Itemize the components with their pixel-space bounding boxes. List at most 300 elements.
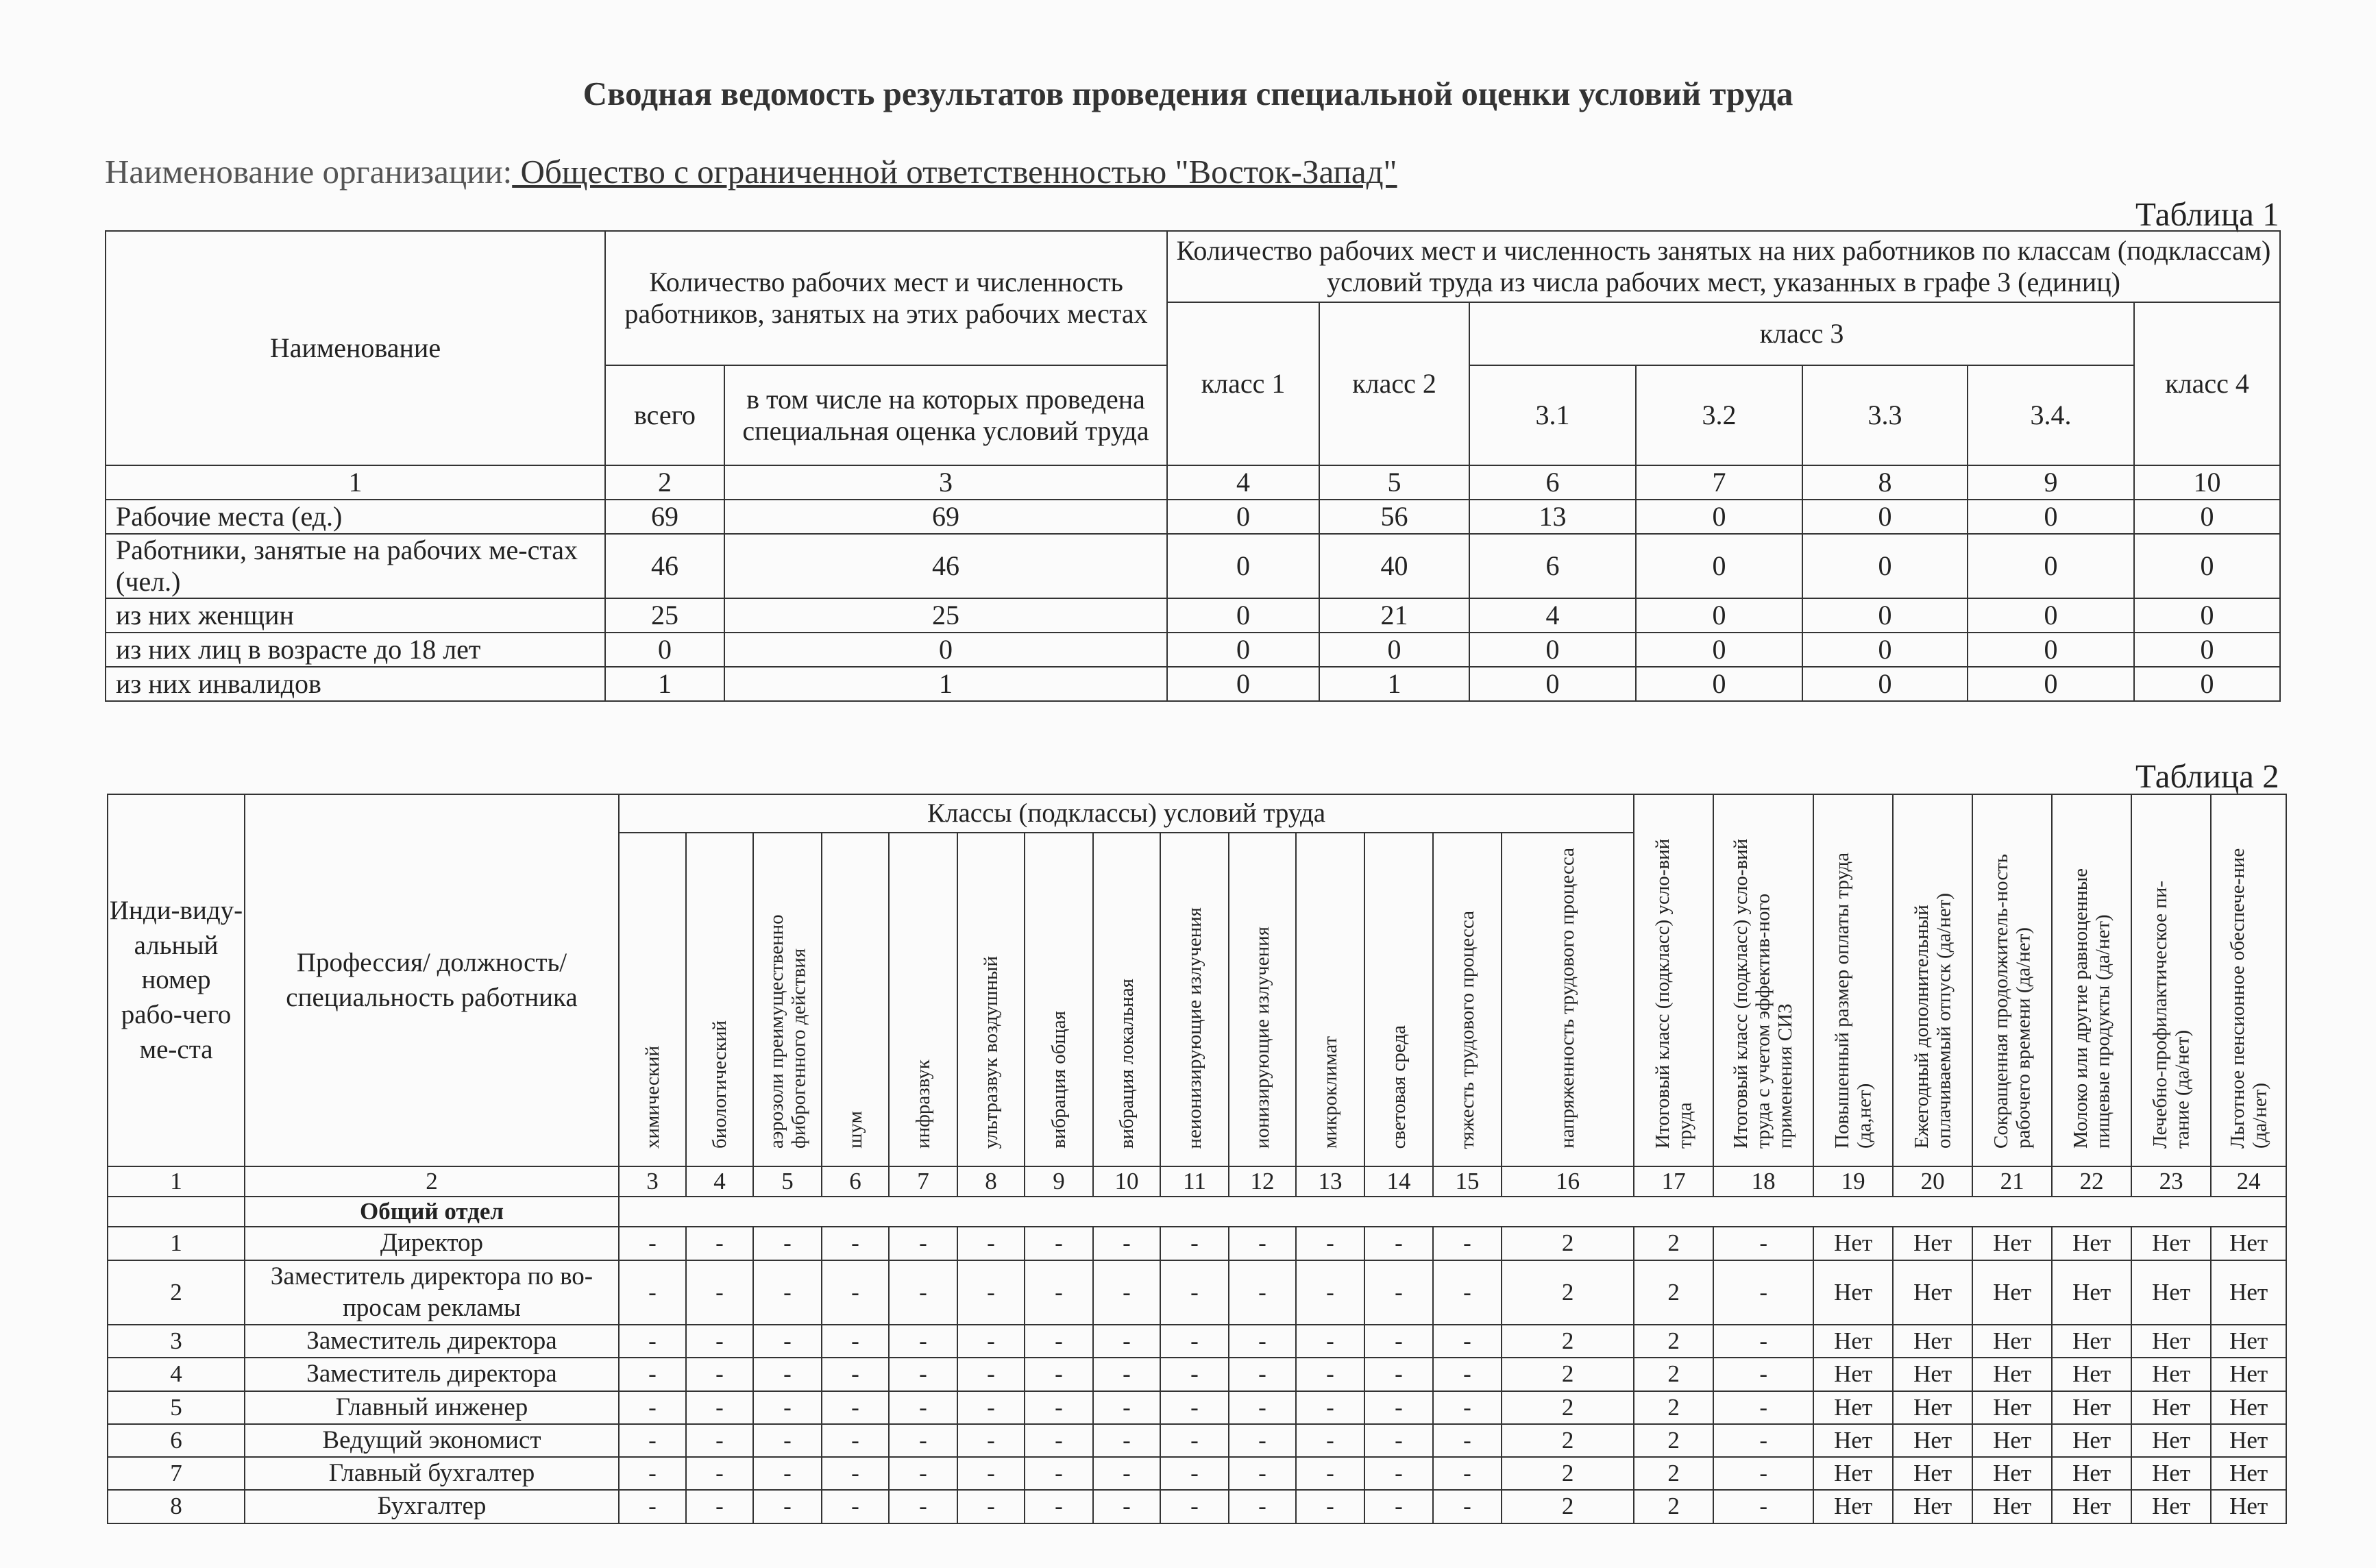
t2-header-id: Инди-виду-альный номер рабо-чего ме-ста	[108, 794, 245, 1166]
t2-result-cell: Нет	[2211, 1227, 2286, 1260]
t1-cell: 0	[1968, 500, 2134, 534]
t1-colnum-row	[106, 465, 2280, 500]
t2-factor-cell: -	[957, 1424, 1025, 1457]
t2-factor-cell: -	[822, 1424, 889, 1457]
t2-header-extra	[1972, 794, 2052, 1166]
t2-row-id: 8	[108, 1490, 245, 1523]
t2-factor-cell: -	[1160, 1490, 1229, 1523]
t2-factor-cell: -	[619, 1490, 686, 1523]
t2-result-cell: Нет	[2131, 1391, 2211, 1424]
t2-section-title: Общий отдел	[245, 1197, 619, 1227]
t2-row-id: 2	[108, 1260, 245, 1325]
t2-result-cell: Нет	[1893, 1391, 1972, 1424]
t2-factor-cell: -	[1364, 1260, 1433, 1325]
t2-factor-cell: -	[957, 1391, 1025, 1424]
t2-factor-cell: -	[1296, 1391, 1364, 1424]
t1-cell: 25	[724, 598, 1167, 633]
t1-cell: 0	[1802, 633, 1968, 667]
t1-cell: 0	[2134, 667, 2280, 701]
t2-factor-cell: -	[1093, 1457, 1160, 1490]
t2-row-id: 7	[108, 1457, 245, 1490]
t2-factor-cell: -	[1296, 1424, 1364, 1457]
t2-factor-cell: -	[957, 1260, 1025, 1325]
t2-factor-cell: -	[619, 1260, 686, 1325]
t1-cell: 46	[605, 534, 724, 598]
t1-cell: 0	[1319, 633, 1469, 667]
t2-result-cell: Нет	[1893, 1424, 1972, 1457]
t2-result-cell: Нет	[2211, 1490, 2286, 1523]
t2-result-cell: -	[1713, 1424, 1813, 1457]
t2-factor-cell: -	[957, 1457, 1025, 1490]
t2-factor-cell: -	[822, 1457, 889, 1490]
t2-factor-header	[1364, 833, 1433, 1166]
t2-factor-cell: -	[753, 1424, 822, 1457]
t2-factor-cell: -	[1296, 1260, 1364, 1325]
t2-factor-header	[753, 833, 822, 1166]
workplace-table	[107, 794, 2287, 1524]
t2-factor-cell: -	[753, 1325, 822, 1358]
t2-result-cell: Нет	[1813, 1391, 1893, 1424]
t2-colnum: 10	[1093, 1166, 1160, 1197]
t2-factor-header	[1229, 833, 1296, 1166]
t1-cell: 1	[605, 667, 724, 701]
t2-factor-cell: -	[957, 1325, 1025, 1358]
t2-factor-header	[1502, 833, 1634, 1166]
t1-row	[106, 633, 2280, 667]
t2-result-cell: Нет	[1893, 1490, 1972, 1523]
t2-factor-label: вибрация общая	[1047, 1011, 1070, 1149]
t1-colnum: 5	[1319, 465, 1469, 500]
t2-factor-cell: -	[957, 1490, 1025, 1523]
t2-row	[108, 1457, 2286, 1490]
t2-result-cell: Нет	[1972, 1227, 2052, 1260]
t2-factor-cell: -	[822, 1358, 889, 1391]
organization-line	[105, 152, 1397, 191]
t2-factor-label: биологический	[708, 1020, 731, 1149]
t2-factor-cell: -	[1160, 1424, 1229, 1457]
t1-cell: 69	[724, 500, 1167, 534]
t2-colnum: 22	[2052, 1166, 2131, 1197]
t2-factor-cell: -	[1229, 1260, 1296, 1325]
t2-factor-cell: -	[1296, 1358, 1364, 1391]
t1-cell: 1	[1319, 667, 1469, 701]
t2-factor-cell: -	[1093, 1260, 1160, 1325]
t1-header-assessed: в том числе на которых проведена специальная оценка условий труда	[724, 365, 1167, 465]
t2-result-cell: Нет	[1972, 1490, 2052, 1523]
t1-cell: 4	[1469, 598, 1636, 633]
t2-result-cell: -	[1713, 1260, 1813, 1325]
t2-row-id: 4	[108, 1358, 245, 1391]
t2-factor-cell: -	[619, 1227, 686, 1260]
t1-row-name: из них инвалидов	[106, 667, 605, 701]
t2-factor-cell: -	[1160, 1391, 1229, 1424]
t2-factor-label: напряженность трудового процесса	[1556, 848, 1579, 1149]
t2-result-cell: Нет	[1893, 1457, 1972, 1490]
t2-factor-cell: -	[686, 1325, 753, 1358]
t2-factor-cell: -	[889, 1325, 957, 1358]
t2-colnum: 15	[1433, 1166, 1502, 1197]
t2-factor-cell: -	[822, 1325, 889, 1358]
t2-colnum: 2	[245, 1166, 619, 1197]
t2-factor-cell: 2	[1502, 1490, 1634, 1523]
t2-row-profession: Директор	[245, 1227, 619, 1260]
table1-label: Таблица 1	[2135, 195, 2279, 233]
t2-factor-cell: -	[957, 1227, 1025, 1260]
t1-cell: 0	[2134, 598, 2280, 633]
t2-result-cell: Нет	[1893, 1358, 1972, 1391]
t2-factor-cell: -	[1160, 1358, 1229, 1391]
t2-row-id: 5	[108, 1391, 245, 1424]
t1-cell: 0	[1167, 500, 1319, 534]
t1-cell: 0	[1636, 598, 1802, 633]
t1-colnum: 3	[724, 465, 1167, 500]
t1-row	[106, 598, 2280, 633]
t1-cell: 0	[1469, 633, 1636, 667]
t2-colnum: 16	[1502, 1166, 1634, 1197]
t2-factor-cell: -	[1433, 1391, 1502, 1424]
t2-factor-cell: -	[1160, 1227, 1229, 1260]
t1-cell: 69	[605, 500, 724, 534]
t1-header-class1: класс 1	[1167, 302, 1319, 465]
t1-cell: 0	[1802, 598, 1968, 633]
t2-factor-cell: -	[753, 1391, 822, 1424]
t2-factor-cell: -	[1433, 1457, 1502, 1490]
t2-factor-label: химический	[641, 1045, 663, 1149]
t2-colnum: 19	[1813, 1166, 1893, 1197]
t2-factor-cell: -	[753, 1227, 822, 1260]
t1-header-name: Наименование	[106, 231, 605, 465]
t2-result-cell: -	[1713, 1325, 1813, 1358]
t1-colnum: 4	[1167, 465, 1319, 500]
t2-factor-cell: -	[686, 1391, 753, 1424]
t2-result-cell: 2	[1634, 1490, 1713, 1523]
t2-factor-cell: -	[686, 1424, 753, 1457]
t2-header-extra	[2211, 794, 2286, 1166]
t1-colnum: 6	[1469, 465, 1636, 500]
t2-result-cell: Нет	[1813, 1260, 1893, 1325]
t2-factor-cell: -	[753, 1490, 822, 1523]
t1-cell: 0	[605, 633, 724, 667]
t2-factor-cell: -	[1433, 1358, 1502, 1391]
t2-factor-label: аэрозоли преимущественно фиброгенного действия	[765, 914, 809, 1149]
t1-row	[106, 667, 2280, 701]
t2-colnum: 21	[1972, 1166, 2052, 1197]
t2-factor-cell: -	[1229, 1391, 1296, 1424]
t2-factor-cell: -	[889, 1391, 957, 1424]
t2-result-cell: Нет	[2131, 1457, 2211, 1490]
t2-header-extra-text: Итоговый класс (подкласс) усло-вий труда с учетом эффектив-ного применения СИЗ	[1730, 838, 1797, 1149]
t1-colnum: 10	[2134, 465, 2280, 500]
t2-colnum: 6	[822, 1166, 889, 1197]
t1-cell: 0	[2134, 534, 2280, 598]
t1-cell: 13	[1469, 500, 1636, 534]
t2-result-cell: Нет	[2052, 1424, 2131, 1457]
t2-section-empty	[108, 1197, 245, 1227]
t2-factor-cell: -	[822, 1391, 889, 1424]
t1-cell: 0	[2134, 633, 2280, 667]
t2-factor-cell: -	[1433, 1260, 1502, 1325]
t2-row	[108, 1424, 2286, 1457]
t1-cell: 0	[1968, 598, 2134, 633]
t1-row	[106, 500, 2280, 534]
t2-row-id: 3	[108, 1325, 245, 1358]
t2-colnum: 23	[2131, 1166, 2211, 1197]
t2-factor-cell: -	[1025, 1260, 1093, 1325]
t2-header-extra	[1893, 794, 1972, 1166]
t2-result-cell: Нет	[1893, 1227, 1972, 1260]
t2-result-cell: Нет	[1893, 1325, 1972, 1358]
t2-factor-label: неионизирующие излучения	[1183, 907, 1205, 1149]
t1-cell: 0	[1167, 667, 1319, 701]
t2-header-extra	[1713, 794, 1813, 1166]
t2-result-cell: Нет	[2052, 1490, 2131, 1523]
t1-cell: 0	[1167, 598, 1319, 633]
t2-factor-header	[1433, 833, 1502, 1166]
t2-row-id: 1	[108, 1227, 245, 1260]
t1-cell: 6	[1469, 534, 1636, 598]
t2-factor-cell: -	[1093, 1490, 1160, 1523]
t2-result-cell: Нет	[2131, 1490, 2211, 1523]
t1-cell: 0	[1636, 500, 1802, 534]
t1-row	[106, 534, 2280, 598]
t2-result-cell: Нет	[2052, 1358, 2131, 1391]
t2-result-cell: Нет	[2131, 1325, 2211, 1358]
t2-factor-cell: -	[686, 1260, 753, 1325]
t2-factor-cell: -	[889, 1490, 957, 1523]
t2-colnum: 18	[1713, 1166, 1813, 1197]
t1-cell: 0	[1802, 667, 1968, 701]
t2-header-extra-text: Ежегодный дополнительный оплачиваемый отпуск (да/нет)	[1910, 892, 1955, 1149]
t2-result-cell: Нет	[1972, 1325, 2052, 1358]
t1-cell: 0	[1636, 633, 1802, 667]
t1-cell: 0	[1802, 534, 1968, 598]
t2-factor-cell: -	[619, 1424, 686, 1457]
t2-factor-cell: -	[1229, 1457, 1296, 1490]
t1-header-class3: класс 3	[1469, 302, 2134, 365]
t2-result-cell: 2	[1634, 1358, 1713, 1391]
t2-header-extra	[2052, 794, 2131, 1166]
t2-result-cell: 2	[1634, 1424, 1713, 1457]
t2-factor-cell: -	[1364, 1457, 1433, 1490]
t2-factor-cell: -	[1229, 1325, 1296, 1358]
t2-factor-header	[686, 833, 753, 1166]
t2-factor-cell: -	[822, 1490, 889, 1523]
t2-row	[108, 1358, 2286, 1391]
t1-cell: 0	[1167, 534, 1319, 598]
t2-factor-label: ультразвук воздушный	[979, 955, 1002, 1149]
t2-result-cell: Нет	[1813, 1457, 1893, 1490]
t2-factor-cell: 2	[1502, 1457, 1634, 1490]
t2-result-cell: 2	[1634, 1457, 1713, 1490]
t2-header-extra	[1634, 794, 1713, 1166]
t2-result-cell: Нет	[1972, 1260, 2052, 1325]
t2-factor-cell: 2	[1502, 1358, 1634, 1391]
t1-colnum: 7	[1636, 465, 1802, 500]
t2-result-cell: Нет	[1972, 1424, 2052, 1457]
t2-row	[108, 1391, 2286, 1424]
t2-factor-header	[889, 833, 957, 1166]
t2-factor-cell: -	[1364, 1325, 1433, 1358]
t2-result-cell: Нет	[1893, 1260, 1972, 1325]
t2-row-profession: Заместитель директора по во-просам рекламы	[245, 1260, 619, 1325]
t2-factor-cell: -	[889, 1457, 957, 1490]
t2-header-classes: Классы (подклассы) условий труда	[619, 794, 1634, 833]
t2-result-cell: Нет	[2052, 1391, 2131, 1424]
t1-cell: 21	[1319, 598, 1469, 633]
t2-result-cell: -	[1713, 1457, 1813, 1490]
t2-colnum: 5	[753, 1166, 822, 1197]
t2-factor-header	[1296, 833, 1364, 1166]
t2-factor-cell: -	[1025, 1490, 1093, 1523]
t2-row-id: 6	[108, 1424, 245, 1457]
t2-factor-cell: -	[1093, 1424, 1160, 1457]
t1-colnum: 8	[1802, 465, 1968, 500]
t2-factor-cell: -	[1296, 1325, 1364, 1358]
t1-header-class4: класс 4	[2134, 302, 2280, 465]
t1-cell: 0	[1636, 667, 1802, 701]
t2-factor-cell: -	[1160, 1325, 1229, 1358]
t2-result-cell: 2	[1634, 1391, 1713, 1424]
t2-result-cell: -	[1713, 1490, 1813, 1523]
t2-header-extra-text: Льготное пенсионное обеспече-ние (да/нет)	[2226, 848, 2271, 1149]
t1-header-class33: 3.3	[1802, 365, 1968, 465]
t2-colnum: 24	[2211, 1166, 2286, 1197]
t2-result-cell: Нет	[2211, 1391, 2286, 1424]
t2-factor-label: ионизирующие излучения	[1251, 926, 1273, 1149]
t2-factor-header	[957, 833, 1025, 1166]
t1-row-name: Работники, занятые на рабочих ме-стах (чел.)	[106, 534, 605, 598]
t2-factor-header	[822, 833, 889, 1166]
t2-result-cell: Нет	[1972, 1457, 2052, 1490]
t2-result-cell: Нет	[1813, 1424, 1893, 1457]
t1-header-count: Количество рабочих мест и численность работников, занятых на этих рабочих местах	[605, 231, 1167, 365]
t2-factor-cell: -	[1093, 1227, 1160, 1260]
t1-colnum: 9	[1968, 465, 2134, 500]
t2-result-cell: Нет	[2052, 1227, 2131, 1260]
t2-header-extra-text: Лечебно-профилактическое пи-тание (да/нет)	[2148, 881, 2194, 1149]
t2-factor-header	[1093, 833, 1160, 1166]
t2-factor-cell: -	[1433, 1325, 1502, 1358]
t2-factor-cell: -	[1296, 1227, 1364, 1260]
t2-header-extra-text: Молоко или другие равноценные пищевые продукты (да/нет)	[2069, 868, 2114, 1149]
t1-cell: 0	[1968, 633, 2134, 667]
t2-colnum: 7	[889, 1166, 957, 1197]
t2-factor-cell: -	[686, 1490, 753, 1523]
t1-cell: 0	[1167, 633, 1319, 667]
t2-factor-cell: -	[889, 1424, 957, 1457]
t2-factor-cell: -	[619, 1391, 686, 1424]
t2-factor-cell: -	[1025, 1457, 1093, 1490]
t2-header-extra-text: Сокращенная продолжитель-ность рабочего времени (да/нет)	[1989, 853, 2035, 1149]
t1-cell: 0	[1968, 667, 2134, 701]
t1-colnum: 2	[605, 465, 724, 500]
t2-header-extra-text: Итоговый класс (подкласс) усло-вий труда	[1651, 838, 1696, 1149]
t2-factor-cell: -	[822, 1260, 889, 1325]
t2-row-profession: Главный инженер	[245, 1391, 619, 1424]
organization-label: Наименование организации:	[105, 153, 513, 191]
t2-factor-cell: -	[889, 1358, 957, 1391]
t2-factor-cell: -	[1364, 1490, 1433, 1523]
t1-cell: 0	[1469, 667, 1636, 701]
t2-factor-cell: -	[619, 1358, 686, 1391]
t2-result-cell: Нет	[2211, 1457, 2286, 1490]
t2-factor-cell: -	[1093, 1391, 1160, 1424]
t2-factor-label: вибрация локальная	[1115, 978, 1138, 1149]
t1-cell: 1	[724, 667, 1167, 701]
t2-result-cell: Нет	[1813, 1358, 1893, 1391]
t1-cell: 0	[1968, 534, 2134, 598]
t2-result-cell: Нет	[1972, 1358, 2052, 1391]
t2-result-cell: Нет	[2131, 1227, 2211, 1260]
t2-factor-cell: -	[753, 1260, 822, 1325]
t2-result-cell: Нет	[2052, 1325, 2131, 1358]
t2-factor-cell: -	[1025, 1424, 1093, 1457]
t1-row-name: из них женщин	[106, 598, 605, 633]
t2-factor-cell: -	[1093, 1358, 1160, 1391]
t2-factor-cell: -	[619, 1457, 686, 1490]
t2-factor-cell: 2	[1502, 1260, 1634, 1325]
t2-factor-cell: -	[889, 1260, 957, 1325]
t2-factor-cell: -	[619, 1325, 686, 1358]
t2-colnum: 11	[1160, 1166, 1229, 1197]
t2-factor-cell: -	[1025, 1391, 1093, 1424]
t2-row-profession: Ведущий экономист	[245, 1424, 619, 1457]
t2-colnum: 12	[1229, 1166, 1296, 1197]
table2-label: Таблица 2	[2135, 757, 2279, 795]
summary-table	[105, 230, 2281, 702]
t2-result-cell: -	[1713, 1358, 1813, 1391]
t2-result-cell: Нет	[2211, 1424, 2286, 1457]
t2-factor-cell: -	[1433, 1424, 1502, 1457]
t1-cell: 0	[1636, 534, 1802, 598]
t2-factor-label: инфразвук	[911, 1059, 934, 1149]
t1-header-total: всего	[605, 365, 724, 465]
t2-result-cell: Нет	[2052, 1260, 2131, 1325]
t2-factor-cell: -	[1025, 1358, 1093, 1391]
t1-row-name: Рабочие места (ед.)	[106, 500, 605, 534]
t2-factor-cell: -	[753, 1457, 822, 1490]
t2-colnum: 8	[957, 1166, 1025, 1197]
t2-factor-cell: -	[1093, 1325, 1160, 1358]
t2-result-cell: -	[1713, 1227, 1813, 1260]
t2-factor-cell: -	[1364, 1391, 1433, 1424]
document-title: Сводная ведомость результатов проведения специальной оценки условий труда	[583, 75, 1793, 112]
t2-factor-cell: 2	[1502, 1391, 1634, 1424]
t2-factor-cell: -	[1364, 1358, 1433, 1391]
t2-result-cell: 2	[1634, 1260, 1713, 1325]
t1-cell: 0	[724, 633, 1167, 667]
t1-cell: 0	[2134, 500, 2280, 534]
t2-result-cell: Нет	[2131, 1424, 2211, 1457]
t1-row-name: из них лиц в возрасте до 18 лет	[106, 633, 605, 667]
t2-factor-cell: -	[1433, 1490, 1502, 1523]
t2-row-profession: Заместитель директора	[245, 1358, 619, 1391]
t2-header-extra	[2131, 794, 2211, 1166]
t2-factor-cell: -	[753, 1358, 822, 1391]
t2-colnum: 9	[1025, 1166, 1093, 1197]
t2-result-cell: Нет	[2211, 1260, 2286, 1325]
t2-header-extra-text: Повышенный размер оплаты труда (да,нет)	[1830, 853, 1876, 1149]
t2-factor-cell: -	[1229, 1227, 1296, 1260]
t2-factor-label: шум	[844, 1111, 866, 1149]
t2-result-cell: Нет	[2131, 1358, 2211, 1391]
t2-section-empty	[619, 1197, 2286, 1227]
t2-factor-cell: -	[1229, 1358, 1296, 1391]
t2-result-cell: Нет	[1813, 1325, 1893, 1358]
t2-result-cell: 2	[1634, 1325, 1713, 1358]
t2-row-profession: Заместитель директора	[245, 1325, 619, 1358]
t2-factor-cell: -	[822, 1227, 889, 1260]
